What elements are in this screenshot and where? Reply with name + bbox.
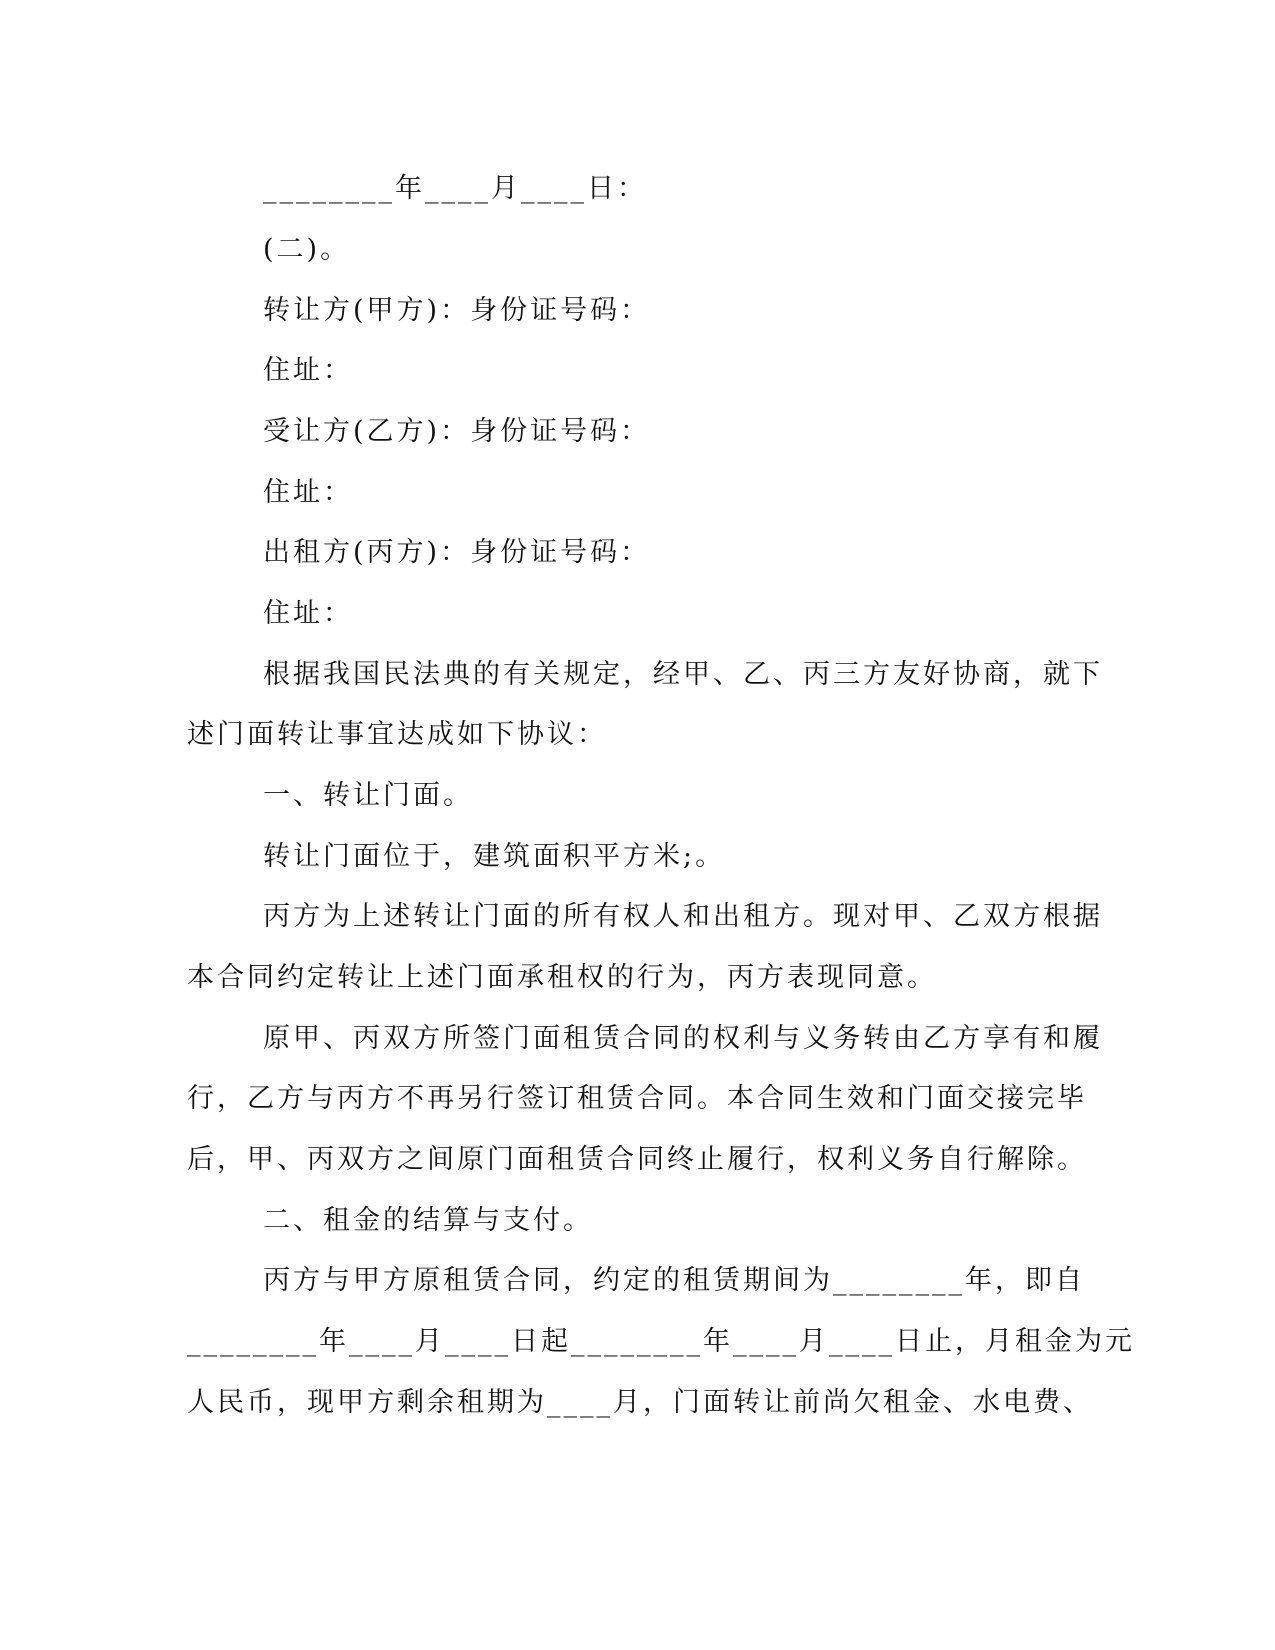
transferee-address: 住址：: [263, 477, 353, 508]
clause-1-para-1-line-1: 丙方为上述转让门面的所有权人和出租方。现对甲、乙双方根据: [263, 901, 1103, 932]
lessor-address: 住址：: [263, 598, 353, 629]
clause-2-heading: 二、租金的结算与支付。: [263, 1205, 593, 1236]
clause-1-heading: 一、转让门面。: [263, 780, 473, 811]
section-marker: (二)。: [263, 234, 351, 265]
transferor-line: 转让方(甲方)：身份证号码：: [263, 295, 651, 326]
clause-1-para-1-line-2: 本合同约定转让上述门面承租权的行为，丙方表现同意。: [187, 962, 937, 993]
lessor-line: 出租方(丙方)：身份证号码：: [263, 537, 651, 568]
clause-2-para-line-1: 丙方与甲方原租赁合同，约定的租赁期间为________年，即自: [263, 1265, 1085, 1296]
clause-2-para-line-2: ________年____月____日起________年____月____日止，月租金为元: [187, 1326, 1135, 1357]
clause-1-para-2-line-2: 行，乙方与丙方不再另行签订租赁合同。本合同生效和门面交接完毕: [187, 1083, 1087, 1114]
clause-1-para-2-line-3: 后，甲、丙双方之间原门面租赁合同终止履行，权利义务自行解除。: [187, 1144, 1087, 1175]
date-line: ________年____月____日：: [263, 173, 647, 204]
transferee-line: 受让方(乙方)：身份证号码：: [263, 416, 651, 447]
clause-1-location: 转让门面位于，建筑面积平方米;。: [263, 841, 726, 872]
clause-1-para-2-line-1: 原甲、丙双方所签门面租赁合同的权利与义务转由乙方享有和履: [263, 1023, 1103, 1054]
preamble-line-1: 根据我国民法典的有关规定，经甲、乙、丙三方友好协商，就下: [263, 659, 1103, 690]
preamble-line-2: 述门面转让事宜达成如下协议：: [187, 719, 607, 750]
clause-2-para-line-3: 人民币，现甲方剩余租期为____月，门面转让前尚欠租金、水电费、: [187, 1387, 1093, 1418]
transferor-address: 住址：: [263, 355, 353, 386]
